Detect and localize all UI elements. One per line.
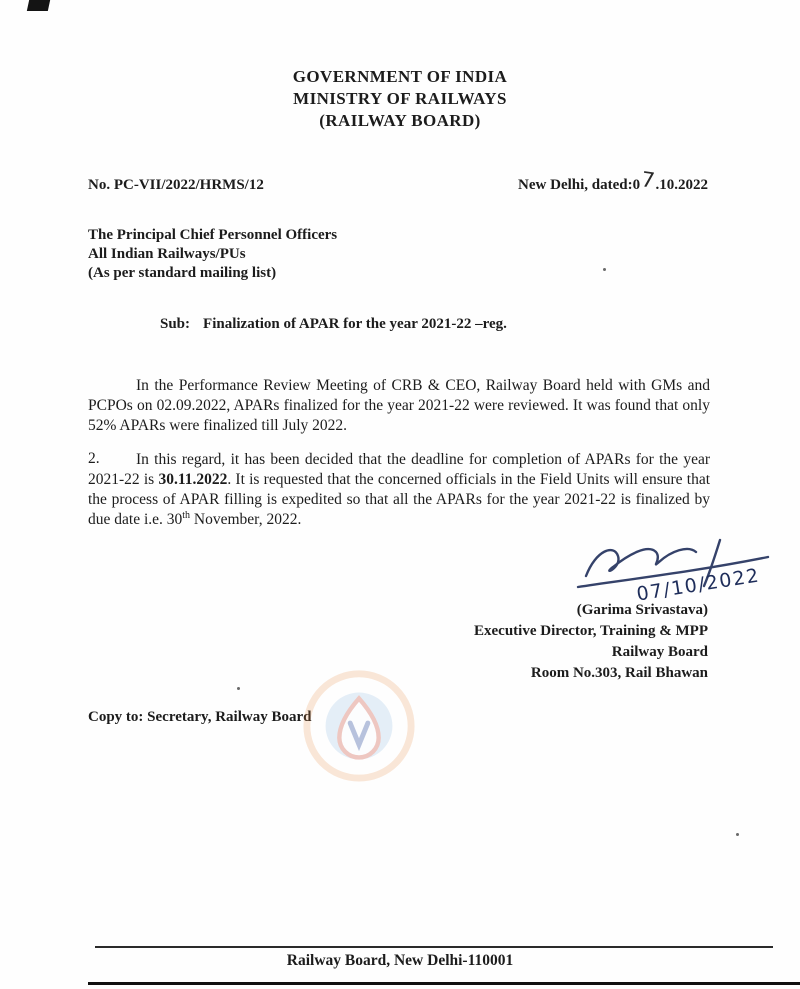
date-rest: .10.2022 [655, 177, 708, 193]
scan-speck [237, 687, 240, 690]
paragraph-2-number: 2. [88, 450, 100, 467]
railway-emblem-watermark-icon [300, 664, 418, 786]
addressee-line-3: (As per standard mailing list) [88, 265, 277, 281]
scan-speck [736, 833, 739, 836]
subject-label: Sub: [160, 316, 191, 332]
signature-block [474, 600, 708, 684]
letterhead [0, 66, 800, 132]
addressee-line-1: The Principal Chief Personnel Officers [88, 227, 338, 243]
subject-text: Finalization of APAR for the year 2021-22 –reg. [203, 316, 507, 332]
scan-speck [603, 268, 606, 271]
reference-row [88, 167, 708, 194]
paragraph-2-seg1: In this regard, it has been decided that the deadline for completion of APARs for the year 2021-22 is [88, 451, 710, 488]
paragraph-2 [88, 450, 710, 530]
letter-number: No. PC-VII/2022/HRMS/12 [88, 177, 264, 193]
copy-to-line: Copy to: Secretary, Railway Board [88, 709, 312, 725]
signatory-address: Room No.303, Rail Bhawan [530, 665, 708, 681]
paragraph-2-seg2: . It is requested that the concerned officials in the Field Units will ensure that the process of APAR filling is expedited so that all the APARs for the year 2021-22 is finalized by due date i.e. 30 [88, 471, 711, 528]
paragraph-2-seg3: November, 2022. [190, 511, 302, 528]
footer-address: Railway Board, New Delhi-110001 [286, 952, 514, 969]
handwritten-date: 07/10/2022 [635, 564, 762, 606]
signatory-designation: Executive Director, Training & MPP [474, 623, 708, 639]
signatory-org: Railway Board [611, 644, 708, 660]
footer-rule-bottom [88, 982, 800, 985]
subject-line [160, 316, 507, 333]
addressee-block [88, 226, 337, 283]
signatory-name: (Garima Srivastava) [576, 602, 708, 618]
handwritten-digit: 7 [639, 167, 657, 193]
footer-rule-top [95, 946, 773, 948]
date-prefix: New Delhi, dated:0 [518, 177, 641, 193]
paragraph-1: In the Performance Review Meeting of CRB & CEO, Railway Board held with GMs and PCPOs on 02.09.2022, APARs finalized for the year 2021-22 were reviewed. It was found that only 52% APARs were finalized till July 2022. [88, 377, 710, 434]
deadline-date: 30.11.2022 [158, 471, 228, 488]
addressee-line-2: All Indian Railways/PUs [88, 246, 246, 262]
letterhead-line-govt: GOVERNMENT OF INDIA [292, 67, 508, 86]
letterhead-line-ministry: MINISTRY OF RAILWAYS [293, 89, 507, 108]
scan-corner-artifact [27, 0, 50, 11]
letterhead-line-board: (RAILWAY BOARD) [319, 111, 481, 130]
ordinal-suffix: th [182, 509, 191, 521]
place-and-date [518, 167, 708, 194]
